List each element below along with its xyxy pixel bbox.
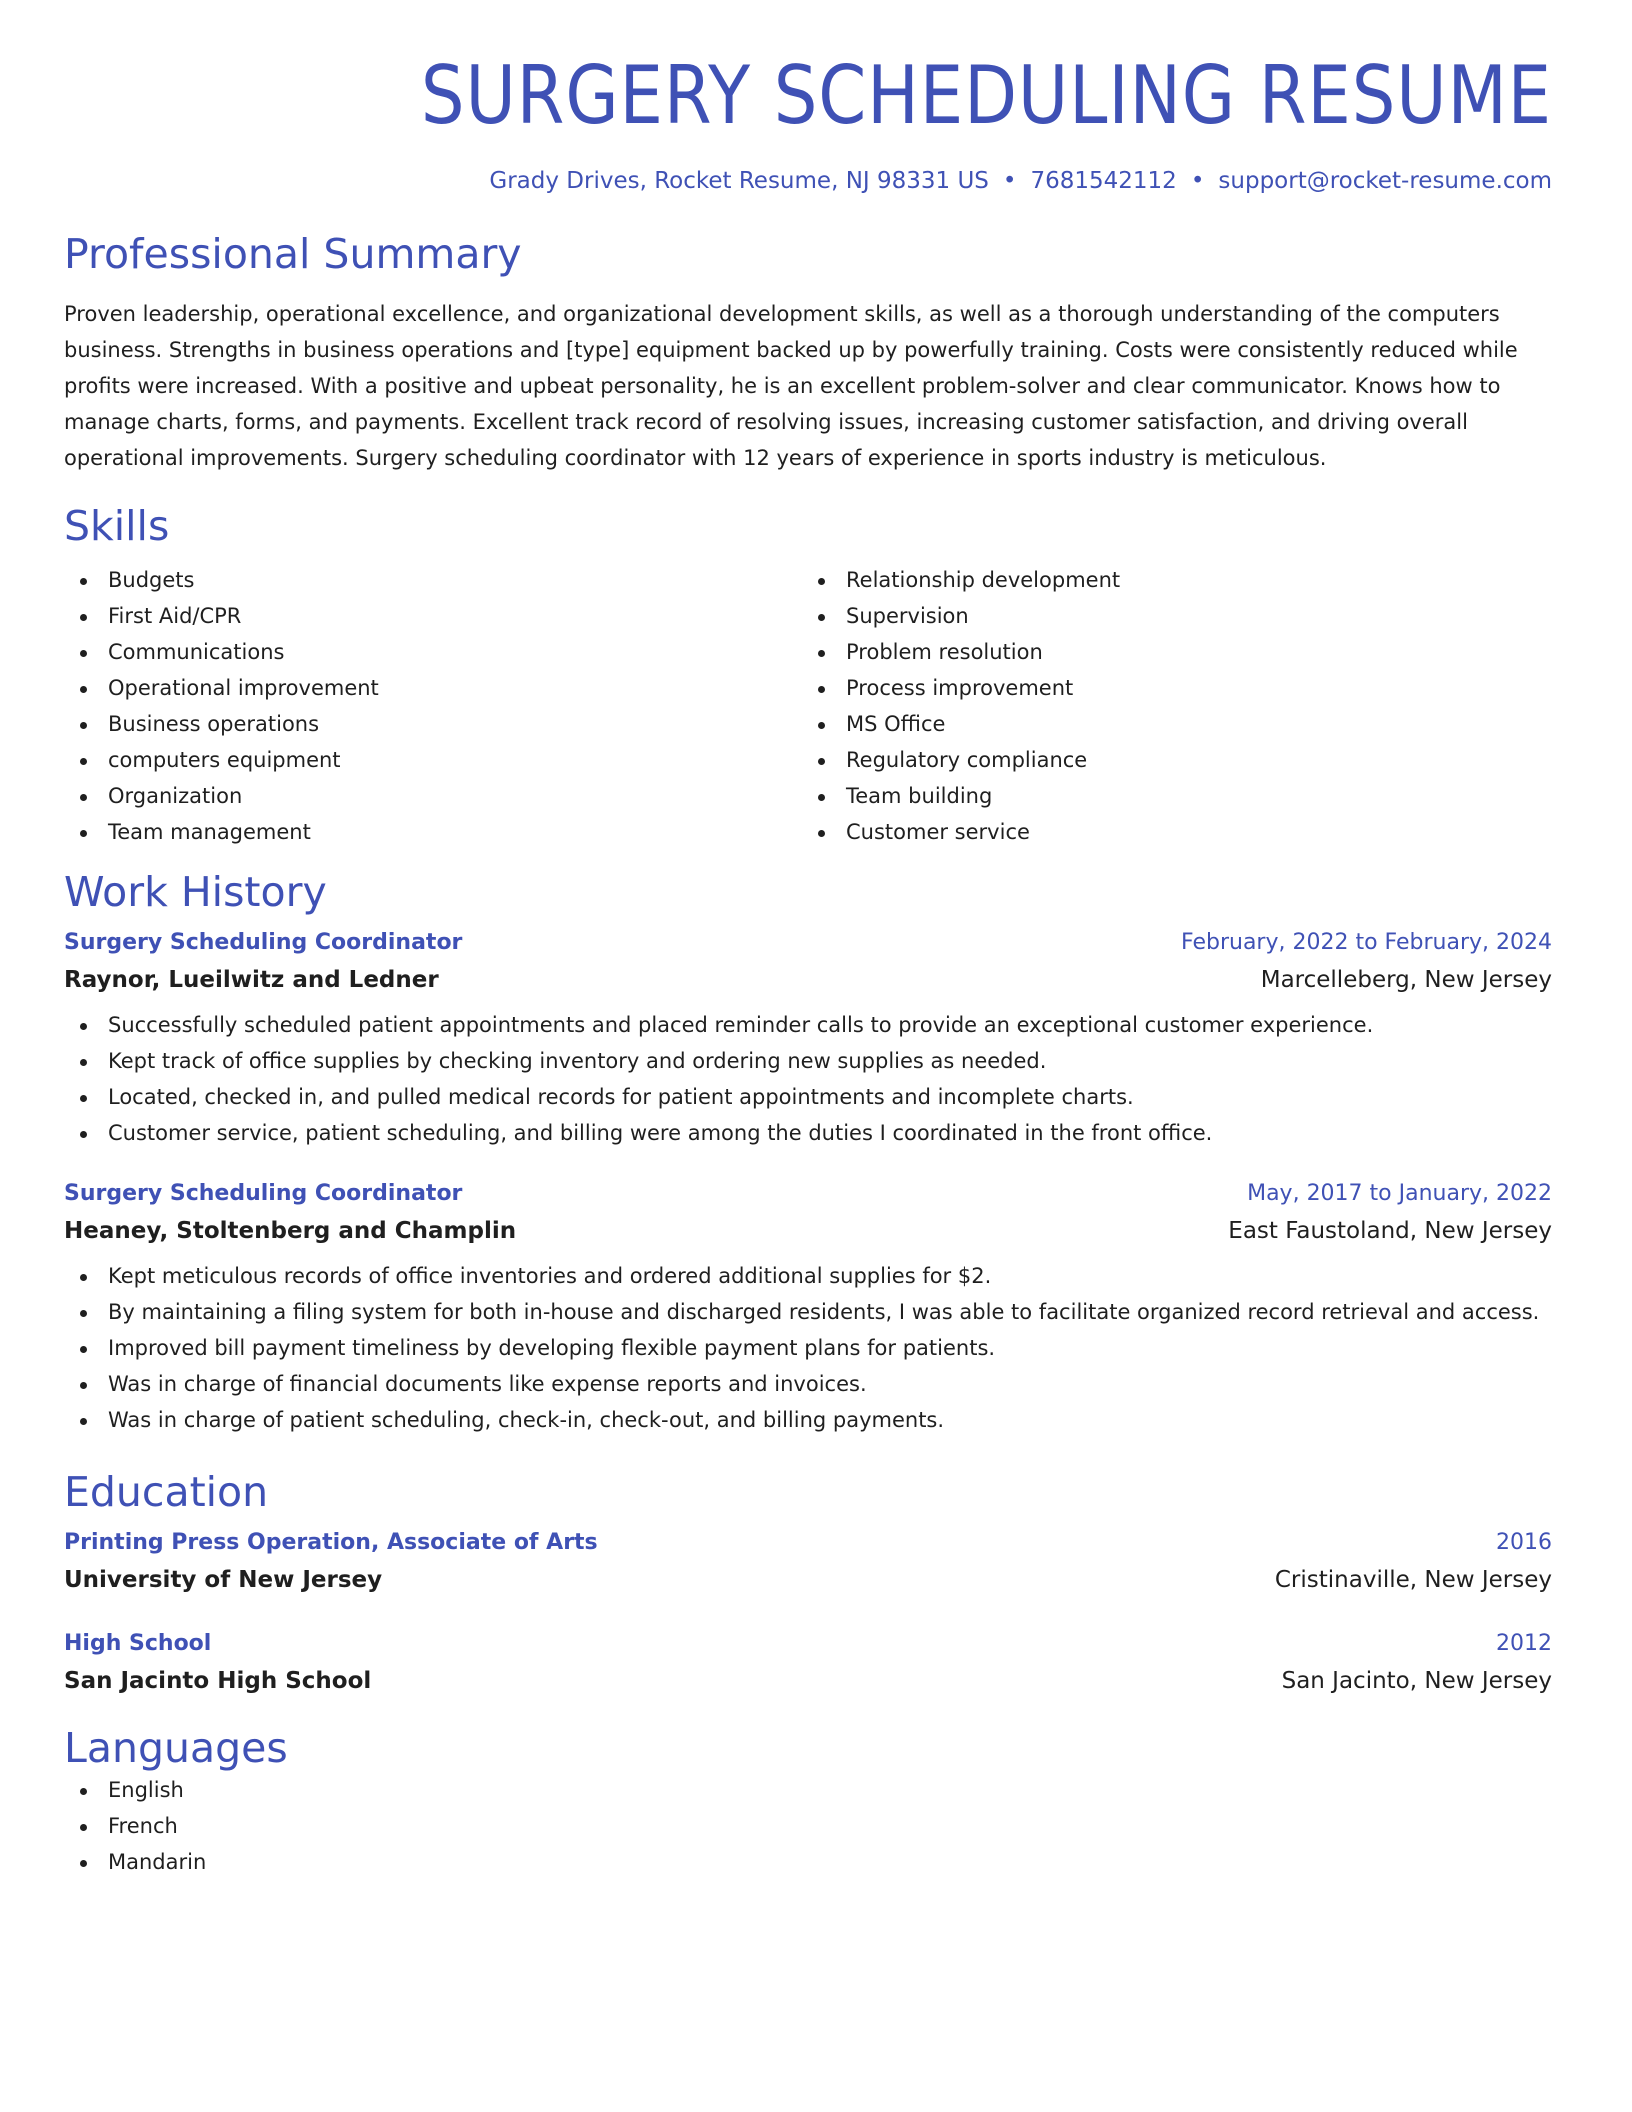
skills-list-right [802,562,1540,850]
skills-list-left [64,562,802,850]
education-entry [64,1631,1552,1694]
contact-email: support@rocket-resume.com [1218,168,1552,194]
education-school: San Jacinto High School [64,1668,372,1694]
summary-section-title: Professional Summary [64,230,522,278]
job-header-row [64,930,1552,955]
skill-item: Team building [802,778,1540,814]
contact-line [64,168,1552,194]
skill-item: Relationship development [802,562,1540,598]
skills-columns [64,562,1552,850]
education-header-row [64,1631,1552,1656]
job-company-row [64,1218,1552,1244]
education-entry [64,1530,1552,1593]
job-company: Raynor, Lueilwitz and Ledner [64,967,439,993]
skill-item: Team management [64,814,802,850]
contact-address: Grady Drives, Rocket Resume, NJ 98331 US [489,168,989,194]
skill-item: First Aid/CPR [64,598,802,634]
skill-item: MS Office [802,706,1540,742]
language-item: English [64,1772,1552,1808]
contact-separator: • [1002,168,1017,194]
job-duty: Was in charge of financial documents like expense reports and invoices. [64,1366,1552,1402]
skills-column-left [64,562,802,850]
skill-item: Organization [64,778,802,814]
education-section-title: Education [64,1468,269,1516]
education-header-row [64,1530,1552,1555]
resume-name-heading: SURGERY SCHEDULING RESUME [420,49,1552,142]
education-location: Cristinaville, New Jersey [1274,1567,1552,1593]
skill-item: Operational improvement [64,670,802,706]
skills-section-title: Skills [64,502,170,550]
job-header-row [64,1181,1552,1206]
job-duty: Improved bill payment timeliness by developing flexible payment plans for patients. [64,1330,1552,1366]
job-company-row [64,967,1552,993]
summary-text: Proven leadership, operational excellence, and organizational development skills, as well as a thorough understanding of the computers business. Strengths in business operations and [type] equipment backed up by powerfully training. Costs were consistently reduced while profits were increased. With a positive and upbeat personality, he is an excellent problem-solver and clear communicator. Knows how to manage charts, forms, and payments. Excellent track record of resolving issues, increasing customer satisfaction, and driving overall operational improvements. Surgery scheduling coordinator with 12 years of experience in sports industry is meticulous. [64,302,1518,470]
job-dates: February, 2022 to February, 2024 [1181,930,1552,955]
job-duty: Successfully scheduled patient appointments and placed reminder calls to provide an exceptional customer experience. [64,1007,1552,1043]
job-location: East Faustoland, New Jersey [1228,1218,1552,1244]
education-school-row [64,1668,1552,1694]
job-duties-list [64,1258,1552,1438]
job-duty: Was in charge of patient scheduling, check-in, check-out, and billing payments. [64,1402,1552,1438]
job-company: Heaney, Stoltenberg and Champlin [64,1218,517,1244]
job-duties-list [64,1007,1552,1151]
skill-item: Business operations [64,706,802,742]
education-location: San Jacinto, New Jersey [1281,1668,1552,1694]
education-degree: High School [64,1631,212,1656]
education-school-row [64,1567,1552,1593]
education-school: University of New Jersey [64,1567,383,1593]
job-duty: By maintaining a filing system for both in-house and discharged residents, I was able to facilitate organized record retrieval and access. [64,1294,1552,1330]
languages-list [64,1772,1552,1880]
language-item: French [64,1808,1552,1844]
contact-phone: 7681542112 [1030,168,1177,194]
job-title: Surgery Scheduling Coordinator [64,930,463,955]
job-duty: Located, checked in, and pulled medical records for patient appointments and incomplete charts. [64,1079,1552,1115]
job-entry [64,930,1552,1151]
languages-section-title: Languages [64,1724,288,1772]
skill-item: Regulatory compliance [802,742,1540,778]
skill-item: Customer service [802,814,1540,850]
work-history-section-title: Work History [64,868,327,916]
job-dates: May, 2017 to January, 2022 [1247,1181,1552,1206]
skills-column-right [802,562,1540,850]
education-year: 2012 [1496,1631,1552,1656]
skill-item: Supervision [802,598,1540,634]
language-item: Mandarin [64,1844,1552,1880]
education-degree: Printing Press Operation, Associate of Arts [64,1530,598,1555]
skill-item: Budgets [64,562,802,598]
skill-item: Problem resolution [802,634,1540,670]
job-title: Surgery Scheduling Coordinator [64,1181,463,1206]
job-entry [64,1181,1552,1438]
job-duty: Kept track of office supplies by checking inventory and ordering new supplies as needed. [64,1043,1552,1079]
job-duty: Customer service, patient scheduling, and billing were among the duties I coordinated in the front office. [64,1115,1552,1151]
job-location: Marcelleberg, New Jersey [1260,967,1552,993]
skill-item: computers equipment [64,742,802,778]
job-duty: Kept meticulous records of office inventories and ordered additional supplies for $2. [64,1258,1552,1294]
education-year: 2016 [1496,1530,1552,1555]
skill-item: Communications [64,634,802,670]
contact-separator: • [1190,168,1205,194]
skill-item: Process improvement [802,670,1540,706]
